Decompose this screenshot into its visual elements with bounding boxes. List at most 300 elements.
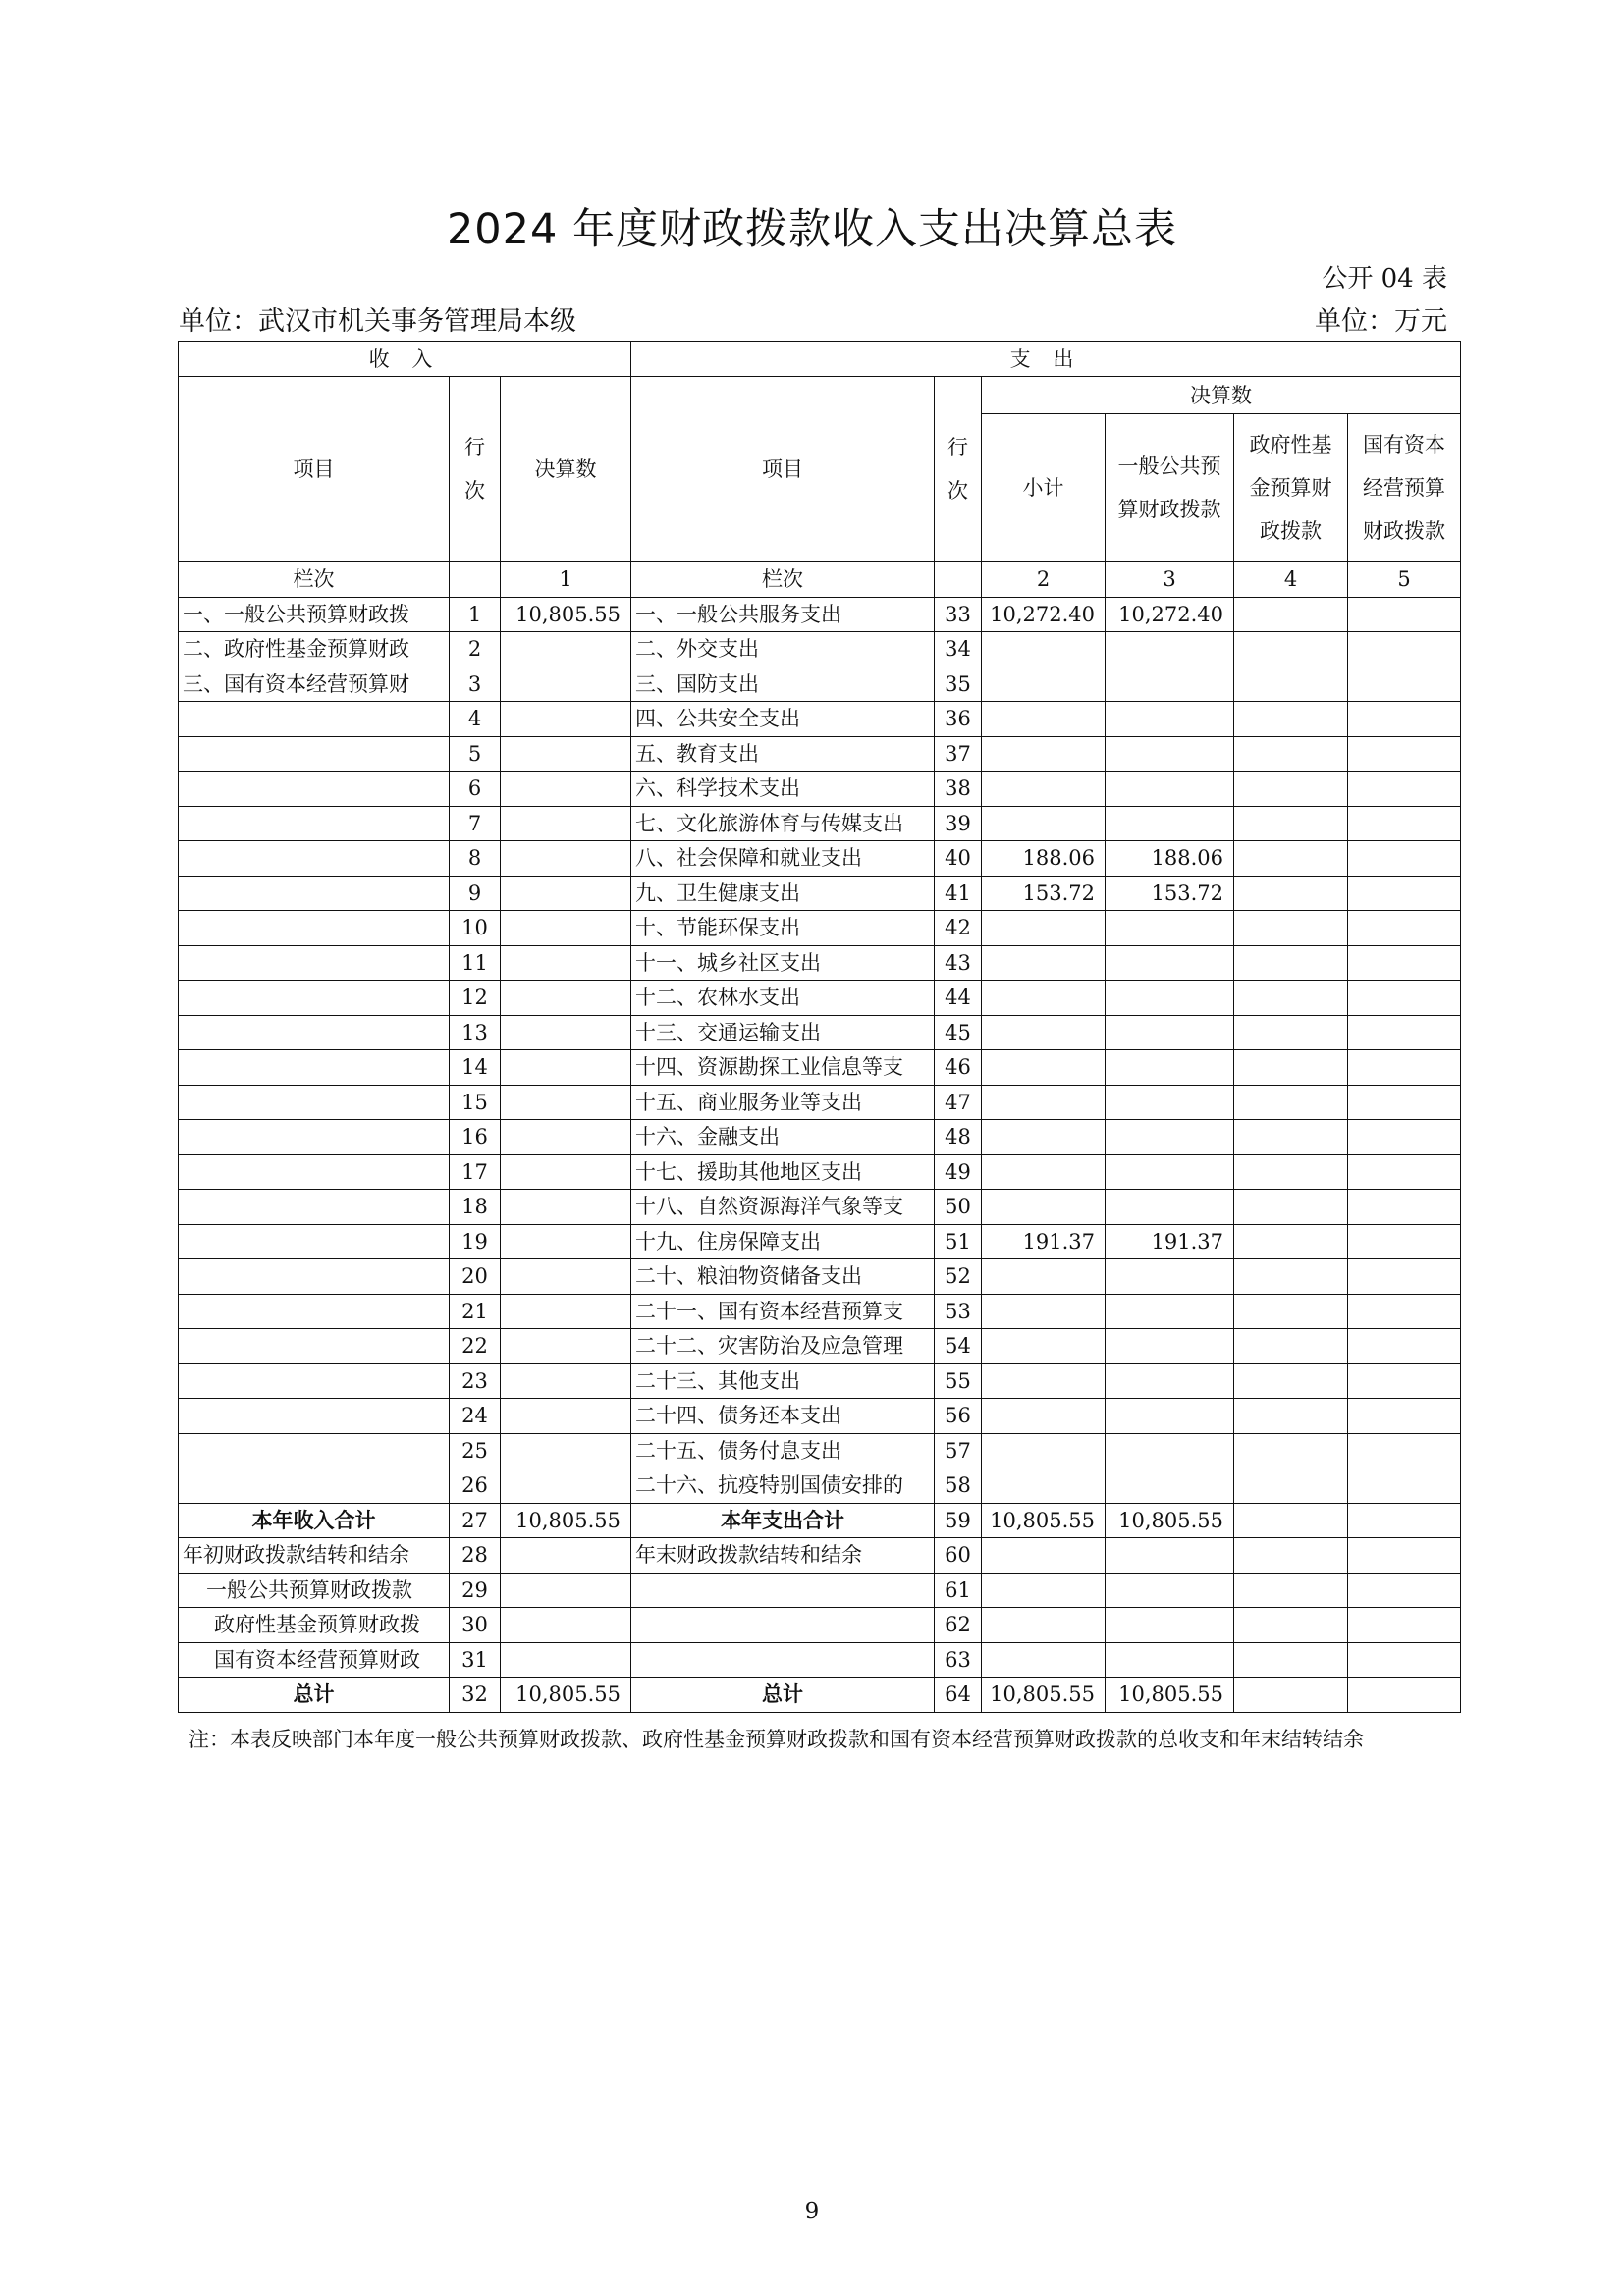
expense-subtotal — [982, 1329, 1106, 1364]
income-item — [179, 806, 450, 841]
income-col-no-blank — [450, 562, 501, 598]
expense-item: 十二、农林水支出 — [631, 981, 935, 1016]
income-item — [179, 1154, 450, 1190]
table-row — [179, 1190, 1461, 1225]
expense-subtotal — [982, 736, 1106, 772]
table-row — [179, 702, 1461, 737]
expense-item: 二十、粮油物资储备支出 — [631, 1259, 935, 1295]
income-amount — [501, 1642, 631, 1678]
expense-gov-fund — [1234, 1259, 1348, 1295]
income-item — [179, 1050, 450, 1086]
income-row-no: 18 — [450, 1190, 501, 1225]
income-row-no: 2 — [450, 632, 501, 667]
expense-subtotal — [982, 667, 1106, 702]
expense-general-budget — [1106, 736, 1234, 772]
expense-general-budget — [1106, 632, 1234, 667]
expense-row-no: 56 — [935, 1399, 982, 1434]
expense-state-capital — [1348, 597, 1461, 632]
expense-general-budget — [1106, 1120, 1234, 1155]
expense-item — [631, 1608, 935, 1643]
income-item — [179, 1329, 450, 1364]
expense-general-budget: 191.37 — [1106, 1224, 1234, 1259]
table-row — [179, 1085, 1461, 1120]
income-item: 年初财政拨款结转和结余 — [179, 1538, 450, 1574]
unit-currency: 单位：万元 — [1315, 306, 1447, 337]
expense-state-capital — [1348, 841, 1461, 877]
expense-gov-fund — [1234, 1085, 1348, 1120]
expense-general-budget — [1106, 1085, 1234, 1120]
table-row — [179, 1154, 1461, 1190]
expense-item: 四、公共安全支出 — [631, 702, 935, 737]
table-row — [179, 1015, 1461, 1050]
expense-gov-fund — [1234, 1120, 1348, 1155]
income-item: 一般公共预算财政拨款 — [179, 1573, 450, 1608]
expense-general-budget — [1106, 1433, 1234, 1468]
expense-subtotal — [982, 1538, 1106, 1574]
expense-subtotal: 10,272.40 — [982, 597, 1106, 632]
income-item — [179, 1363, 450, 1399]
carry-over-row — [179, 1642, 1461, 1678]
expense-item: 二十四、债务还本支出 — [631, 1399, 935, 1434]
expense-subtotal — [982, 1085, 1106, 1120]
expense-general-budget — [1106, 1329, 1234, 1364]
income-row-no: 32 — [450, 1678, 501, 1713]
row-no-header-line1: 行 — [947, 436, 968, 459]
expense-gov-fund — [1234, 945, 1348, 981]
expense-gov-fund — [1234, 772, 1348, 807]
expense-gov-fund — [1234, 1363, 1348, 1399]
expense-subtotal — [982, 1573, 1106, 1608]
expense-general-budget — [1106, 1608, 1234, 1643]
expense-row-no: 43 — [935, 945, 982, 981]
col-number-4: 4 — [1234, 562, 1348, 598]
table-row — [179, 1294, 1461, 1329]
expense-general-budget: 10,805.55 — [1106, 1503, 1234, 1538]
form-code: 公开 04 表 — [1322, 264, 1447, 294]
expense-gov-fund — [1234, 702, 1348, 737]
expense-item: 三、国防支出 — [631, 667, 935, 702]
expense-item: 十、节能环保支出 — [631, 911, 935, 946]
expense-subtotal — [982, 1050, 1106, 1086]
page-title: 2024 年度财政拨款收入支出决算总表 — [446, 205, 1178, 254]
income-amount — [501, 876, 631, 911]
expense-state-capital — [1348, 1503, 1461, 1538]
expense-subtotal — [982, 1259, 1106, 1295]
income-row-no: 17 — [450, 1154, 501, 1190]
table-row — [179, 1259, 1461, 1295]
income-amount — [501, 736, 631, 772]
income-amount — [501, 667, 631, 702]
expense-general-budget — [1106, 667, 1234, 702]
table-row — [179, 1433, 1461, 1468]
expense-subtotal — [982, 981, 1106, 1016]
expense-general-budget — [1106, 1259, 1234, 1295]
expense-item: 二十一、国有资本经营预算支 — [631, 1294, 935, 1329]
expense-gov-fund — [1234, 1399, 1348, 1434]
row-no-header-line1: 行 — [464, 436, 485, 459]
unit-organization: 单位：武汉市机关事务管理局本级 — [179, 306, 576, 337]
expense-row-no: 64 — [935, 1678, 982, 1713]
expense-gov-fund — [1234, 911, 1348, 946]
table-row — [179, 1468, 1461, 1504]
expense-gov-fund — [1234, 736, 1348, 772]
income-item — [179, 1294, 450, 1329]
carry-over-row — [179, 1538, 1461, 1574]
expense-subtotal — [982, 1154, 1106, 1190]
income-section-header: 收 入 — [179, 342, 631, 377]
expense-item: 六、科学技术支出 — [631, 772, 935, 807]
expense-subtotal — [982, 1363, 1106, 1399]
expense-item: 总计 — [631, 1678, 935, 1713]
expense-item: 十一、城乡社区支出 — [631, 945, 935, 981]
table-row — [179, 736, 1461, 772]
expense-item — [631, 1573, 935, 1608]
table-row — [179, 597, 1461, 632]
expense-general-budget — [1106, 1573, 1234, 1608]
expense-subtotal — [982, 1433, 1106, 1468]
expense-row-no: 58 — [935, 1468, 982, 1504]
expense-state-capital — [1348, 1224, 1461, 1259]
expense-general-budget — [1106, 1468, 1234, 1504]
income-amount — [501, 1190, 631, 1225]
income-amount — [501, 1433, 631, 1468]
income-amount — [501, 1294, 631, 1329]
expense-row-no: 34 — [935, 632, 982, 667]
expense-item-header: 项目 — [631, 377, 935, 562]
expense-state-capital — [1348, 945, 1461, 981]
expense-gov-fund — [1234, 1224, 1348, 1259]
expense-subtotal — [982, 702, 1106, 737]
income-item: 三、国有资本经营预算财 — [179, 667, 450, 702]
income-item: 本年收入合计 — [179, 1503, 450, 1538]
expense-gov-fund — [1234, 667, 1348, 702]
income-row-no: 7 — [450, 806, 501, 841]
col-number-2: 2 — [982, 562, 1106, 598]
table-row — [179, 945, 1461, 981]
expense-row-no: 55 — [935, 1363, 982, 1399]
expense-subtotal — [982, 1608, 1106, 1643]
expense-gov-fund — [1234, 1678, 1348, 1713]
expense-subtotal: 10,805.55 — [982, 1503, 1106, 1538]
expense-state-capital — [1348, 1608, 1461, 1643]
expense-row-no: 47 — [935, 1085, 982, 1120]
income-item-header: 项目 — [179, 377, 450, 562]
expense-general-budget: 10,272.40 — [1106, 597, 1234, 632]
expense-row-no: 48 — [935, 1120, 982, 1155]
expense-row-no: 59 — [935, 1503, 982, 1538]
income-row-no: 27 — [450, 1503, 501, 1538]
table-row — [179, 806, 1461, 841]
expense-gov-fund — [1234, 1503, 1348, 1538]
income-row-no: 15 — [450, 1085, 501, 1120]
expense-state-capital — [1348, 981, 1461, 1016]
table-row — [179, 981, 1461, 1016]
income-amount — [501, 1259, 631, 1295]
col-number-5: 5 — [1348, 562, 1461, 598]
income-item — [179, 1015, 450, 1050]
table-row — [179, 1050, 1461, 1086]
expense-subtotal — [982, 1399, 1106, 1434]
expense-general-budget — [1106, 1538, 1234, 1574]
table-note: 注：本表反映部门本年度一般公共预算财政拨款、政府性基金预算财政拨款和国有资本经营预算财政拨款的总收支和年末结转结余 — [189, 1728, 1364, 1751]
expense-subtotal — [982, 772, 1106, 807]
expense-gov-fund — [1234, 1015, 1348, 1050]
expense-general-budget — [1106, 1399, 1234, 1434]
income-row-no: 30 — [450, 1608, 501, 1643]
expense-state-capital — [1348, 876, 1461, 911]
expense-state-capital — [1348, 1433, 1461, 1468]
income-amount — [501, 1015, 631, 1050]
income-amount: 10,805.55 — [501, 597, 631, 632]
expense-general-budget — [1106, 1363, 1234, 1399]
expense-item: 十四、资源勘探工业信息等支 — [631, 1050, 935, 1086]
expense-general-budget — [1106, 945, 1234, 981]
expense-row-no: 49 — [935, 1154, 982, 1190]
expense-row-no: 41 — [935, 876, 982, 911]
income-row-no: 3 — [450, 667, 501, 702]
expense-row-no: 42 — [935, 911, 982, 946]
expense-gov-fund — [1234, 1642, 1348, 1678]
income-amount — [501, 1085, 631, 1120]
expense-row-no: 44 — [935, 981, 982, 1016]
income-amount — [501, 632, 631, 667]
expense-subtotal — [982, 1120, 1106, 1155]
income-amount — [501, 1363, 631, 1399]
income-row-no: 22 — [450, 1329, 501, 1364]
grand-total-row — [179, 1678, 1461, 1713]
gov-fund-header: 政府性基金预算财政拨款 — [1234, 414, 1348, 562]
state-capital-header: 国有资本经营预算财政拨款 — [1348, 414, 1461, 562]
expense-gov-fund — [1234, 1608, 1348, 1643]
expense-item: 五、教育支出 — [631, 736, 935, 772]
income-row-no: 20 — [450, 1259, 501, 1295]
income-row-no: 16 — [450, 1120, 501, 1155]
income-item — [179, 1468, 450, 1504]
expense-general-budget — [1106, 772, 1234, 807]
table-row — [179, 667, 1461, 702]
income-row-no: 5 — [450, 736, 501, 772]
expense-col-no-blank — [935, 562, 982, 598]
expense-item: 一、一般公共服务支出 — [631, 597, 935, 632]
expense-row-no: 36 — [935, 702, 982, 737]
col-number-3: 3 — [1106, 562, 1234, 598]
table-row — [179, 1120, 1461, 1155]
expense-gov-fund — [1234, 1468, 1348, 1504]
expense-row-no: 62 — [935, 1608, 982, 1643]
table-row — [179, 1399, 1461, 1434]
income-item — [179, 1190, 450, 1225]
expense-row-no: 51 — [935, 1224, 982, 1259]
expense-general-budget: 188.06 — [1106, 841, 1234, 877]
general-budget-header: 一般公共预算财政拨款 — [1106, 414, 1234, 562]
income-row-no: 4 — [450, 702, 501, 737]
expense-subtotal — [982, 1015, 1106, 1050]
income-row-no: 12 — [450, 981, 501, 1016]
expense-general-budget — [1106, 981, 1234, 1016]
income-amount — [501, 1224, 631, 1259]
income-item — [179, 772, 450, 807]
income-row-no: 31 — [450, 1642, 501, 1678]
expense-row-no: 61 — [935, 1573, 982, 1608]
expense-state-capital — [1348, 1154, 1461, 1190]
expense-item: 七、文化旅游体育与传媒支出 — [631, 806, 935, 841]
expense-row-no: 45 — [935, 1015, 982, 1050]
expense-row-no: 57 — [935, 1433, 982, 1468]
expense-row-no: 39 — [935, 806, 982, 841]
income-row-no: 29 — [450, 1573, 501, 1608]
income-item — [179, 1085, 450, 1120]
table-row — [179, 876, 1461, 911]
income-item — [179, 736, 450, 772]
income-item — [179, 1399, 450, 1434]
table-row — [179, 632, 1461, 667]
expense-item: 二十六、抗疫特别国债安排的 — [631, 1468, 935, 1504]
expense-state-capital — [1348, 1120, 1461, 1155]
carry-over-row — [179, 1573, 1461, 1608]
expense-col-label: 栏次 — [631, 562, 935, 598]
income-item — [179, 981, 450, 1016]
expense-row-no: 63 — [935, 1642, 982, 1678]
income-row-no: 21 — [450, 1294, 501, 1329]
expense-subtotal — [982, 632, 1106, 667]
expense-row-no-header — [935, 377, 982, 562]
expense-state-capital — [1348, 702, 1461, 737]
income-row-no: 9 — [450, 876, 501, 911]
income-row-no: 14 — [450, 1050, 501, 1086]
expense-state-capital — [1348, 1015, 1461, 1050]
expense-row-no: 52 — [935, 1259, 982, 1295]
expense-item: 八、社会保障和就业支出 — [631, 841, 935, 877]
income-amount — [501, 841, 631, 877]
expense-state-capital — [1348, 772, 1461, 807]
income-amount-header: 决算数 — [501, 377, 631, 562]
expense-gov-fund — [1234, 806, 1348, 841]
table-row — [179, 1224, 1461, 1259]
expense-item: 十三、交通运输支出 — [631, 1015, 935, 1050]
table-row — [179, 772, 1461, 807]
expense-general-budget — [1106, 1015, 1234, 1050]
expense-amount-header: 决算数 — [982, 377, 1461, 414]
expense-gov-fund — [1234, 1433, 1348, 1468]
expense-item: 九、卫生健康支出 — [631, 876, 935, 911]
row-no-header-line2: 次 — [947, 479, 968, 503]
expense-state-capital — [1348, 736, 1461, 772]
expense-item: 二十二、灾害防治及应急管理 — [631, 1329, 935, 1364]
expense-subtotal — [982, 806, 1106, 841]
expense-item: 十七、援助其他地区支出 — [631, 1154, 935, 1190]
expense-row-no: 33 — [935, 597, 982, 632]
income-row-no: 6 — [450, 772, 501, 807]
expense-general-budget — [1106, 1154, 1234, 1190]
income-item: 一、一般公共预算财政拨 — [179, 597, 450, 632]
expense-row-no: 37 — [935, 736, 982, 772]
expense-gov-fund — [1234, 1538, 1348, 1574]
income-row-no: 24 — [450, 1399, 501, 1434]
expense-item — [631, 1642, 935, 1678]
subtotal-header: 小计 — [982, 414, 1106, 562]
expense-gov-fund — [1234, 841, 1348, 877]
expense-item: 十八、自然资源海洋气象等支 — [631, 1190, 935, 1225]
expense-general-budget — [1106, 1294, 1234, 1329]
expense-gov-fund — [1234, 981, 1348, 1016]
expense-general-budget — [1106, 911, 1234, 946]
expense-subtotal — [982, 1642, 1106, 1678]
expense-item: 年末财政拨款结转和结余 — [631, 1538, 935, 1574]
expense-general-budget — [1106, 806, 1234, 841]
expense-state-capital — [1348, 1259, 1461, 1295]
income-item — [179, 1259, 450, 1295]
expense-item: 二十三、其他支出 — [631, 1363, 935, 1399]
income-row-no-header — [450, 377, 501, 562]
expense-state-capital — [1348, 1190, 1461, 1225]
income-item — [179, 841, 450, 877]
expense-subtotal — [982, 945, 1106, 981]
income-col-label: 栏次 — [179, 562, 450, 598]
expense-subtotal: 10,805.55 — [982, 1678, 1106, 1713]
carry-over-row — [179, 1608, 1461, 1643]
income-item — [179, 911, 450, 946]
income-row-no: 10 — [450, 911, 501, 946]
expense-subtotal — [982, 1468, 1106, 1504]
income-item — [179, 702, 450, 737]
income-amount — [501, 981, 631, 1016]
income-item — [179, 876, 450, 911]
expense-subtotal: 191.37 — [982, 1224, 1106, 1259]
table-row — [179, 1329, 1461, 1364]
income-item — [179, 1433, 450, 1468]
income-row-no: 8 — [450, 841, 501, 877]
income-item — [179, 1224, 450, 1259]
expense-row-no: 60 — [935, 1538, 982, 1574]
expense-state-capital — [1348, 632, 1461, 667]
expense-state-capital — [1348, 667, 1461, 702]
expense-gov-fund — [1234, 632, 1348, 667]
income-amount — [501, 1120, 631, 1155]
expense-state-capital — [1348, 1678, 1461, 1713]
expense-gov-fund — [1234, 597, 1348, 632]
income-amount — [501, 1050, 631, 1086]
income-amount — [501, 1608, 631, 1643]
income-amount — [501, 806, 631, 841]
expense-item: 十九、住房保障支出 — [631, 1224, 935, 1259]
income-item — [179, 945, 450, 981]
expense-state-capital — [1348, 911, 1461, 946]
expense-state-capital — [1348, 1329, 1461, 1364]
expense-row-no: 38 — [935, 772, 982, 807]
expense-subtotal: 188.06 — [982, 841, 1106, 877]
income-row-no: 11 — [450, 945, 501, 981]
expense-general-budget: 153.72 — [1106, 876, 1234, 911]
income-amount — [501, 1329, 631, 1364]
income-amount — [501, 945, 631, 981]
income-amount — [501, 1468, 631, 1504]
expense-state-capital — [1348, 1573, 1461, 1608]
income-row-no: 23 — [450, 1363, 501, 1399]
expense-state-capital — [1348, 806, 1461, 841]
table-row — [179, 911, 1461, 946]
expense-row-no: 50 — [935, 1190, 982, 1225]
income-item — [179, 1120, 450, 1155]
expense-state-capital — [1348, 1399, 1461, 1434]
expense-subtotal: 153.72 — [982, 876, 1106, 911]
expense-row-no: 46 — [935, 1050, 982, 1086]
expense-row-no: 54 — [935, 1329, 982, 1364]
income-amount — [501, 1573, 631, 1608]
income-item: 政府性基金预算财政拨 — [179, 1608, 450, 1643]
expense-general-budget — [1106, 1050, 1234, 1086]
year-total-row — [179, 1503, 1461, 1538]
expense-gov-fund — [1234, 1154, 1348, 1190]
